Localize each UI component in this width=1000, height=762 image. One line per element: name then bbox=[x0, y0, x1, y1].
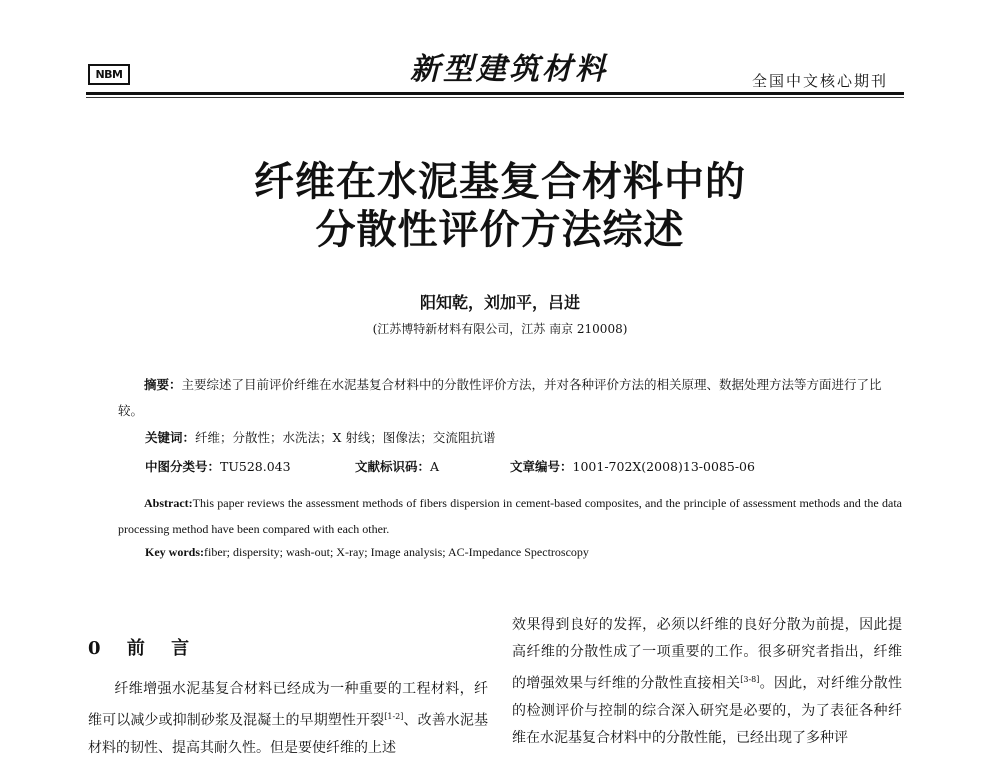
clc-label: 中图分类号： bbox=[145, 459, 221, 474]
abstract-en-text: This paper reviews the assessment methods of fibers dispersion in cement-based composites, and the principle of assessment methods and the data processing method have been compared with each other. bbox=[118, 496, 902, 536]
keywords-english bbox=[145, 545, 589, 560]
article-value: 1001-702X(2008)13-0085-06 bbox=[572, 459, 755, 474]
keywords-en-text: fiber; dispersity; wash-out; X-ray; Image analysis; AC-Impedance Spectroscopy bbox=[204, 545, 589, 559]
abstract-chinese bbox=[118, 372, 902, 424]
clc-number bbox=[145, 457, 291, 475]
document-code bbox=[355, 457, 439, 475]
article-label: 文章编号： bbox=[510, 459, 573, 474]
body-column-left bbox=[88, 676, 488, 762]
keywords-en-label: Key words: bbox=[145, 545, 204, 559]
journal-name: 新型建筑材料 bbox=[410, 52, 608, 87]
doc-label: 文献标识码： bbox=[355, 459, 431, 474]
keywords-chinese bbox=[145, 428, 495, 446]
body-right-part-2: 。因此，对纤维分散性的检测评价与控制的综合深入研究是必要的，为了表征各种纤维在水泥基复合材料中的分散性能，已经出现了多种评 bbox=[512, 675, 903, 746]
abstract-label: 摘要： bbox=[144, 377, 182, 392]
affiliation: (江苏博特新材料有限公司，江苏 南京 210008) bbox=[372, 322, 628, 336]
doc-value: A bbox=[430, 459, 440, 474]
header-rule-thin bbox=[86, 97, 904, 98]
keywords-text: 纤维；分散性；水洗法；X 射线；图像法；交流阻抗谱 bbox=[195, 430, 496, 445]
keywords-label: 关键词： bbox=[145, 430, 196, 445]
section-heading bbox=[88, 634, 199, 660]
section-number: 0 bbox=[88, 638, 111, 659]
body-column-right bbox=[512, 612, 902, 752]
journal-logo: NBM bbox=[88, 64, 130, 85]
abstract-text: 主要综述了目前评价纤维在水泥基复合材料中的分散性评价方法，并对各种评价方法的相关原理、数据处理方法等方面进行了比较。 bbox=[118, 377, 882, 418]
body-right-part-1: 效果得到良好的发挥，必须以纤维的良好分散为前提，因此提高纤维的分散性成了一项重要的工作。很多研究者指出，纤维的增强效果与纤维的分散性直接相关 bbox=[512, 617, 902, 692]
citation: [3-8] bbox=[740, 675, 760, 684]
authors: 阳知乾，刘加平，吕进 bbox=[419, 293, 580, 312]
clc-value: TU528.043 bbox=[220, 459, 291, 474]
section-title: 前 言 bbox=[126, 638, 200, 659]
citation: [1-2] bbox=[384, 712, 404, 721]
abstract-english bbox=[118, 490, 902, 542]
paper-title-line-2: 分散性评价方法综述 bbox=[315, 207, 685, 253]
header-rule bbox=[86, 92, 904, 95]
paper-title-line-1: 纤维在水泥基复合材料中的 bbox=[254, 159, 746, 205]
abstract-en-label: Abstract: bbox=[144, 496, 193, 510]
journal-tagline: 全国中文核心期刊 bbox=[752, 72, 889, 90]
article-number bbox=[510, 457, 755, 475]
body-left-part-1: 纤维增强水泥基复合材料已经成为一种重要的工程材料，纤维可以减少或抑制砂浆及混凝土的早期塑性开裂 bbox=[88, 681, 488, 729]
body-left-part-2: 、改善水泥基材料的韧性、提高其耐久性。但是要使纤维的上述 bbox=[88, 712, 489, 756]
